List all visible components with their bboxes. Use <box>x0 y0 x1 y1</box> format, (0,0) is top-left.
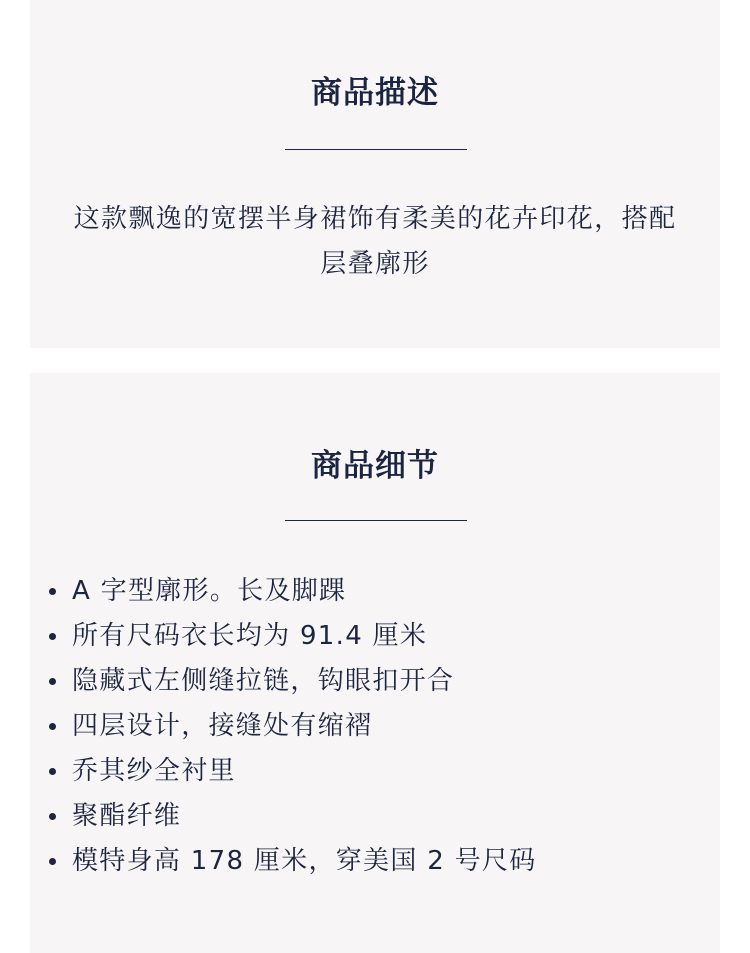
bullet-icon <box>49 633 56 640</box>
detail-item-text: 乔其纱全衬里 <box>72 756 236 786</box>
detail-item-length <box>72 614 692 659</box>
detail-item-tiers <box>72 704 692 749</box>
bullet-icon <box>49 723 56 730</box>
detail-item-text: 聚酯纤维 <box>72 801 182 831</box>
detail-item-text: 模特身高 178 厘米，穿美国 2 号尺码 <box>72 846 537 876</box>
detail-item-silhouette <box>72 569 692 614</box>
detail-item-text: 四层设计，接缝处有缩褶 <box>72 711 373 741</box>
bullet-icon <box>49 678 56 685</box>
details-title: 商品细节 <box>311 448 439 484</box>
description-text: 这款飘逸的宽摆半身裙饰有柔美的花卉印花，搭配层叠廓形 <box>73 204 677 279</box>
detail-item-lining <box>72 749 692 794</box>
bullet-icon <box>49 858 56 865</box>
details-list <box>72 569 692 884</box>
detail-item-model-size <box>72 839 692 884</box>
detail-item-material <box>72 794 692 839</box>
product-details-card <box>30 373 720 953</box>
detail-item-text: A 字型廓形。长及脚踝 <box>72 576 347 606</box>
product-description-card <box>30 0 720 348</box>
bullet-icon <box>49 588 56 595</box>
description-title: 商品描述 <box>311 75 439 111</box>
detail-item-closure <box>72 659 692 704</box>
detail-item-text: 隐藏式左侧缝拉链，钩眼扣开合 <box>72 666 455 696</box>
details-divider <box>285 520 467 521</box>
bullet-icon <box>49 768 56 775</box>
description-divider <box>285 149 467 150</box>
bullet-icon <box>49 813 56 820</box>
detail-item-text: 所有尺码衣长均为 91.4 厘米 <box>72 621 428 651</box>
